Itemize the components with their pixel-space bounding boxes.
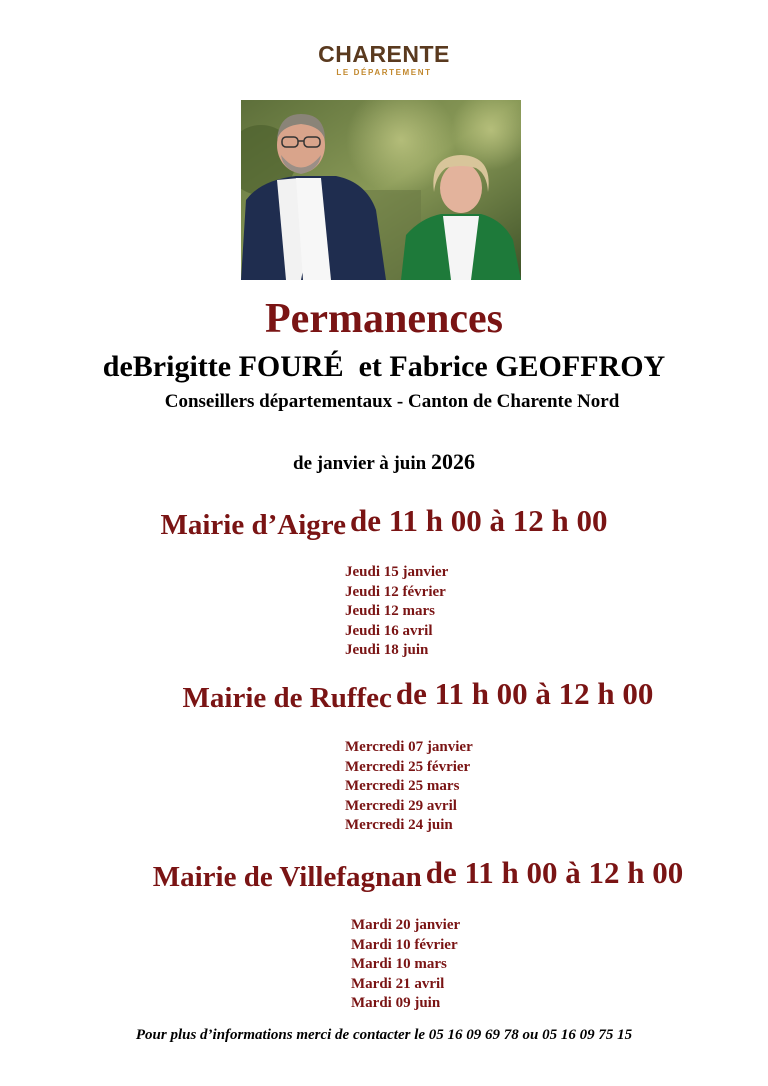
date-item: Jeudi 12 février: [345, 583, 446, 600]
date-item: Mardi 21 avril: [351, 975, 445, 992]
photo-illustration: [241, 100, 521, 280]
period-text: de janvier à juin: [293, 453, 427, 474]
councillor-names: [0, 347, 768, 387]
session-dates: [345, 563, 448, 661]
date-item: Mercredi 25 février: [345, 758, 471, 775]
period-year: 2026: [430, 449, 475, 474]
session-location: Mairie d’Aigre: [160, 509, 346, 541]
date-item: Mercredi 29 avril: [345, 797, 457, 814]
session-hours: de 11 h 00 à 12 h 00: [425, 855, 684, 890]
date-item: Mercredi 25 mars: [345, 778, 460, 794]
names-prefix: de: [102, 350, 133, 383]
date-item: Mardi 09 juin: [351, 995, 441, 1011]
session-heading: [0, 503, 768, 542]
names-connector: et: [358, 350, 382, 383]
session-hours: de 11 h 00 à 12 h 00: [395, 676, 654, 711]
session-dates: [351, 916, 460, 1014]
councillors-photo: [241, 100, 521, 280]
date-item: Mardi 10 février: [351, 936, 458, 953]
session-hours: de 11 h 00 à 12 h 00: [349, 503, 608, 538]
date-item: Jeudi 12 mars: [345, 603, 435, 619]
charente-logo: [0, 40, 768, 78]
date-item: Jeudi 16 avril: [345, 622, 433, 639]
contact-footer: Pour plus d’informations merci de contacter le 05 16 09 69 78 ou 05 16 09 75 15: [135, 1027, 633, 1043]
session-location: Mairie de Ruffec: [182, 682, 392, 714]
logo-tagline: LE DÉPARTEMENT: [336, 68, 432, 77]
date-item: Mercredi 07 janvier: [345, 739, 473, 755]
session-location: Mairie de Villefagnan: [152, 861, 422, 893]
date-item: Mardi 10 mars: [351, 956, 447, 972]
councillor-name-1: Brigitte FOURÉ: [132, 350, 344, 383]
councillor-name-2: Fabrice GEOFFROY: [389, 350, 666, 383]
date-item: Jeudi 18 juin: [345, 642, 429, 658]
councillor-role: Conseillers départementaux - Canton de Charente Nord: [164, 391, 620, 412]
session-heading: [0, 855, 768, 894]
session-heading: [0, 676, 768, 715]
date-item: Mardi 20 janvier: [351, 917, 461, 933]
date-item: Mercredi 24 juin: [345, 817, 453, 833]
session-dates: [345, 738, 473, 836]
period: [0, 449, 768, 477]
logo-wordmark: CHARENTE: [318, 41, 450, 67]
date-item: Jeudi 15 janvier: [345, 564, 449, 580]
page-title: Permanences: [265, 296, 503, 342]
